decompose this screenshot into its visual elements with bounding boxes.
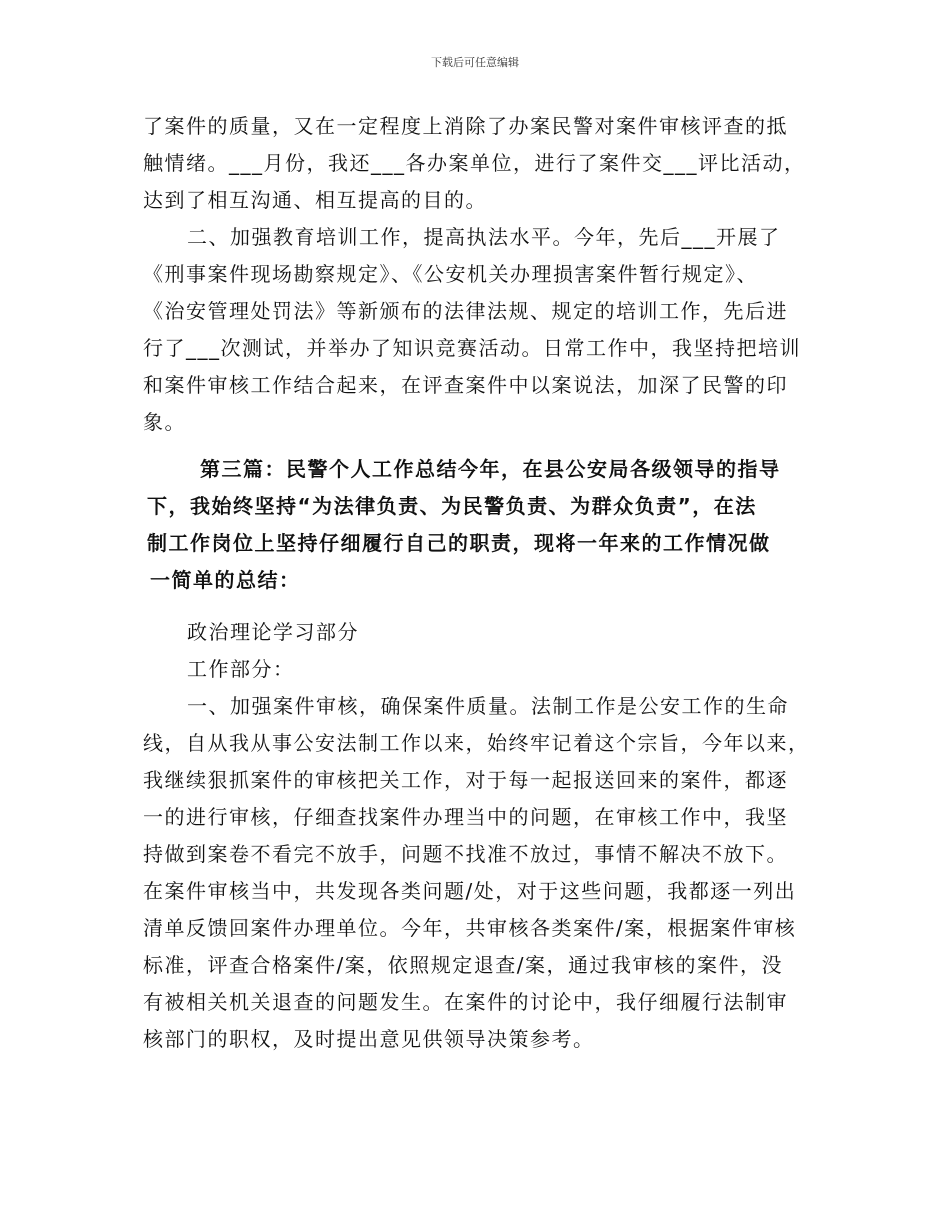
body-line: 一的进行审核，仔细查找案件办理当中的问题，在审核工作中，我坚 — [143, 805, 788, 829]
body-line: 核部门的职权，及时提出意见供领导决策参考。 — [143, 1027, 595, 1051]
body-line: 和案件审核工作结合起来，在评查案件中以案说法，加深了民警的印 — [143, 373, 788, 397]
body-line: 线，自从我从事公安法制工作以来，始终牢记着这个宗旨，今年以来， — [143, 731, 810, 755]
section-heading-line: 制工作岗位上坚持仔细履行自己的职责，现将一年来的工作情况做 — [147, 531, 771, 555]
section-heading-line: 下，我始终坚持“为法律负责、为民警负责、为群众负责”，在法 — [147, 494, 757, 518]
body-line: 我继续狠抓案件的审核把关工作，对于每一起报送回来的案件，都逐 — [143, 768, 788, 792]
body-line: 象。 — [143, 410, 186, 434]
body-line: 达到了相互沟通、相互提高的目的。 — [143, 188, 487, 212]
subheading-line: 政治理论学习部分 — [187, 620, 359, 644]
section-heading-line: 第三篇：民警个人工作总结今年，在县公安局各级领导的指导 — [200, 457, 781, 481]
body-line: 在案件审核当中，共发现各类问题/处，对于这些问题，我都逐一列出 — [143, 879, 797, 903]
body-line: 《治安管理处罚法》等新颁布的法律法规、规定的培训工作，先后进 — [143, 299, 788, 323]
body-line: 有被相关机关退查的问题发生。在案件的讨论中，我仔细履行法制审 — [143, 990, 788, 1014]
body-line: 行了___次测试，并举办了知识竞赛活动。日常工作中，我坚持把培训 — [143, 336, 801, 360]
body-line: 《刑事案件现场勘察规定》、《公安机关办理损害案件暂行规定》、 — [143, 262, 758, 286]
body-line: 一、加强案件审核，确保案件质量。法制工作是公安工作的生命 — [187, 694, 789, 718]
body-line: 持做到案卷不看完不放手，问题不找准不放过，事情不解决不放下。 — [143, 842, 788, 866]
section-heading-line: 一简单的总结： — [150, 568, 301, 592]
body-line: 触情绪。___月份，我还___各办案单位，进行了案件交___评比活动， — [143, 151, 806, 175]
subheading-line: 工作部分： — [187, 657, 295, 681]
page-header: 下载后可任意编辑 — [431, 56, 519, 69]
body-line: 二、加强教育培训工作，提高执法水平。今年，先后___开展了 — [187, 225, 781, 249]
body-line: 清单反馈回案件办理单位。今年，共审核各类案件/案，根据案件审核 — [143, 916, 797, 940]
body-line: 了案件的质量，又在一定程度上消除了办案民警对案件审核评查的抵 — [143, 114, 788, 138]
body-line: 标准，评查合格案件/案，依照规定退查/案，通过我审核的案件，没 — [143, 953, 783, 977]
